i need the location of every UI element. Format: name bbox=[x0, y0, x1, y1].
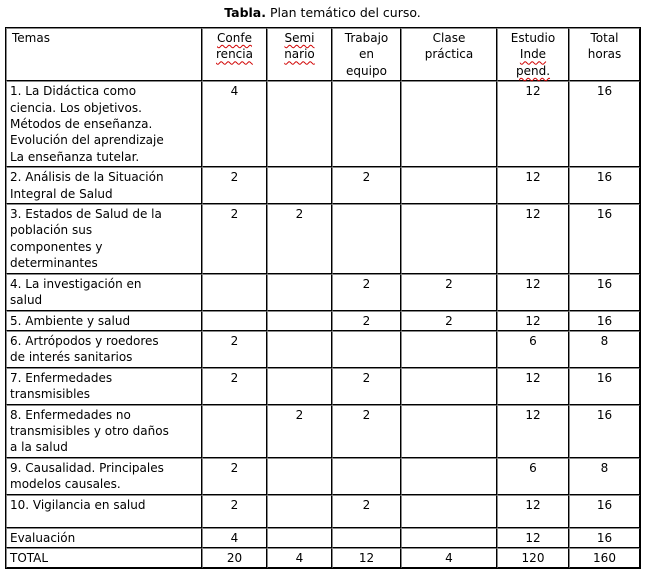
trabajo-cell bbox=[332, 528, 401, 548]
table-row bbox=[6, 274, 640, 311]
header-conferencia-line2: rencia bbox=[216, 47, 253, 62]
topic-cell: TOTAL bbox=[6, 548, 202, 568]
trabajo-cell bbox=[332, 81, 401, 167]
estudio-cell: 6 bbox=[497, 458, 569, 495]
estudio-cell: 12 bbox=[497, 495, 569, 528]
total-cell: 16 bbox=[569, 274, 640, 311]
clase-cell: 2 bbox=[401, 311, 497, 331]
total-cell: 16 bbox=[569, 167, 640, 204]
conferencia-cell bbox=[202, 405, 267, 458]
trabajo-cell: 12 bbox=[332, 548, 401, 568]
conferencia-cell: 2 bbox=[202, 495, 267, 528]
total-cell: 16 bbox=[569, 311, 640, 331]
seminario-cell: 4 bbox=[267, 548, 332, 568]
header-estudio bbox=[497, 28, 569, 81]
clase-cell bbox=[401, 81, 497, 167]
clase-cell bbox=[401, 458, 497, 495]
seminario-cell bbox=[267, 274, 332, 311]
table-caption bbox=[0, 5, 645, 20]
header-estudio-line2: Inde bbox=[519, 47, 547, 62]
header-temas: Temas bbox=[6, 28, 202, 81]
clase-cell bbox=[401, 368, 497, 405]
seminario-cell bbox=[267, 331, 332, 368]
estudio-cell: 6 bbox=[497, 331, 569, 368]
table-row bbox=[6, 81, 640, 167]
caption-text: Plan temático del curso. bbox=[266, 5, 421, 20]
seminario-cell bbox=[267, 311, 332, 331]
total-cell: 16 bbox=[569, 528, 640, 548]
seminario-cell bbox=[267, 368, 332, 405]
conferencia-cell: 2 bbox=[202, 204, 267, 274]
thematic-plan-table bbox=[5, 27, 641, 569]
total-cell: 160 bbox=[569, 548, 640, 568]
conferencia-cell: 4 bbox=[202, 81, 267, 167]
table-row bbox=[6, 495, 640, 528]
estudio-cell: 12 bbox=[497, 274, 569, 311]
trabajo-cell bbox=[332, 458, 401, 495]
seminario-cell bbox=[267, 167, 332, 204]
topic-cell: 6. Artrópodos y roedores de interés sanitarios bbox=[6, 331, 202, 368]
total-cell: 8 bbox=[569, 458, 640, 495]
clase-cell: 2 bbox=[401, 274, 497, 311]
header-clase: Clase práctica bbox=[401, 28, 497, 81]
header-seminario-line2: nario bbox=[284, 47, 315, 62]
trabajo-cell bbox=[332, 204, 401, 274]
header-estudio-line3: pend. bbox=[515, 63, 551, 78]
seminario-cell: 2 bbox=[267, 405, 332, 458]
seminario-cell bbox=[267, 458, 332, 495]
header-estudio-line1: Estudio bbox=[510, 31, 556, 45]
trabajo-cell bbox=[332, 331, 401, 368]
total-cell: 16 bbox=[569, 405, 640, 458]
total-cell: 16 bbox=[569, 204, 640, 274]
header-seminario bbox=[267, 28, 332, 81]
clase-cell bbox=[401, 167, 497, 204]
table-row bbox=[6, 311, 640, 331]
estudio-cell: 12 bbox=[497, 405, 569, 458]
estudio-cell: 12 bbox=[497, 204, 569, 274]
clase-cell bbox=[401, 528, 497, 548]
trabajo-cell: 2 bbox=[332, 495, 401, 528]
trabajo-cell: 2 bbox=[332, 311, 401, 331]
header-conferencia-line1: Confe bbox=[217, 31, 252, 45]
topic-cell: 7. Enfermedades transmisibles bbox=[6, 368, 202, 405]
seminario-cell bbox=[267, 495, 332, 528]
conferencia-cell bbox=[202, 274, 267, 311]
trabajo-cell: 2 bbox=[332, 167, 401, 204]
clase-cell: 4 bbox=[401, 548, 497, 568]
clase-cell bbox=[401, 331, 497, 368]
caption-label: Tabla. bbox=[224, 5, 266, 20]
topic-cell: 1. La Didáctica como ciencia. Los objetivos. Métodos de enseñanza. Evolución del aprendizaje La enseñanza tutelar. bbox=[6, 81, 202, 167]
table-row bbox=[6, 458, 640, 495]
conferencia-cell: 4 bbox=[202, 528, 267, 548]
table-row bbox=[6, 548, 640, 568]
seminario-cell bbox=[267, 81, 332, 167]
conferencia-cell: 2 bbox=[202, 458, 267, 495]
clase-cell bbox=[401, 495, 497, 528]
topic-cell: 2. Análisis de la Situación Integral de Salud bbox=[6, 167, 202, 204]
table-row bbox=[6, 528, 640, 548]
header-conferencia bbox=[202, 28, 267, 81]
trabajo-cell: 2 bbox=[332, 274, 401, 311]
topic-cell: 10. Vigilancia en salud bbox=[6, 495, 202, 528]
topic-cell: Evaluación bbox=[6, 528, 202, 548]
total-cell: 16 bbox=[569, 368, 640, 405]
estudio-cell: 12 bbox=[497, 311, 569, 331]
topic-cell: 4. La investigación en salud bbox=[6, 274, 202, 311]
trabajo-cell: 2 bbox=[332, 368, 401, 405]
header-seminario-line1: Semi bbox=[284, 31, 315, 45]
estudio-cell: 12 bbox=[497, 81, 569, 167]
table-row bbox=[6, 368, 640, 405]
conferencia-cell: 2 bbox=[202, 167, 267, 204]
topic-cell: 8. Enfermedades no transmisibles y otro daños a la salud bbox=[6, 405, 202, 458]
total-cell: 16 bbox=[569, 81, 640, 167]
estudio-cell: 12 bbox=[497, 167, 569, 204]
table-row bbox=[6, 405, 640, 458]
table-row bbox=[6, 167, 640, 204]
table-header-row bbox=[6, 28, 640, 81]
topic-cell: 3. Estados de Salud de la población sus componentes y determinantes bbox=[6, 204, 202, 274]
estudio-cell: 120 bbox=[497, 548, 569, 568]
total-cell: 8 bbox=[569, 331, 640, 368]
header-trabajo: Trabajo en equipo bbox=[332, 28, 401, 81]
trabajo-cell: 2 bbox=[332, 405, 401, 458]
clase-cell bbox=[401, 204, 497, 274]
table-row bbox=[6, 331, 640, 368]
conferencia-cell: 2 bbox=[202, 331, 267, 368]
conferencia-cell: 2 bbox=[202, 368, 267, 405]
topic-cell: 9. Causalidad. Principales modelos causales. bbox=[6, 458, 202, 495]
seminario-cell bbox=[267, 528, 332, 548]
total-cell: 16 bbox=[569, 495, 640, 528]
conferencia-cell: 20 bbox=[202, 548, 267, 568]
clase-cell bbox=[401, 405, 497, 458]
estudio-cell: 12 bbox=[497, 368, 569, 405]
header-total: Total horas bbox=[569, 28, 640, 81]
table-row bbox=[6, 204, 640, 274]
estudio-cell: 12 bbox=[497, 528, 569, 548]
seminario-cell: 2 bbox=[267, 204, 332, 274]
topic-cell: 5. Ambiente y salud bbox=[6, 311, 202, 331]
conferencia-cell bbox=[202, 311, 267, 331]
